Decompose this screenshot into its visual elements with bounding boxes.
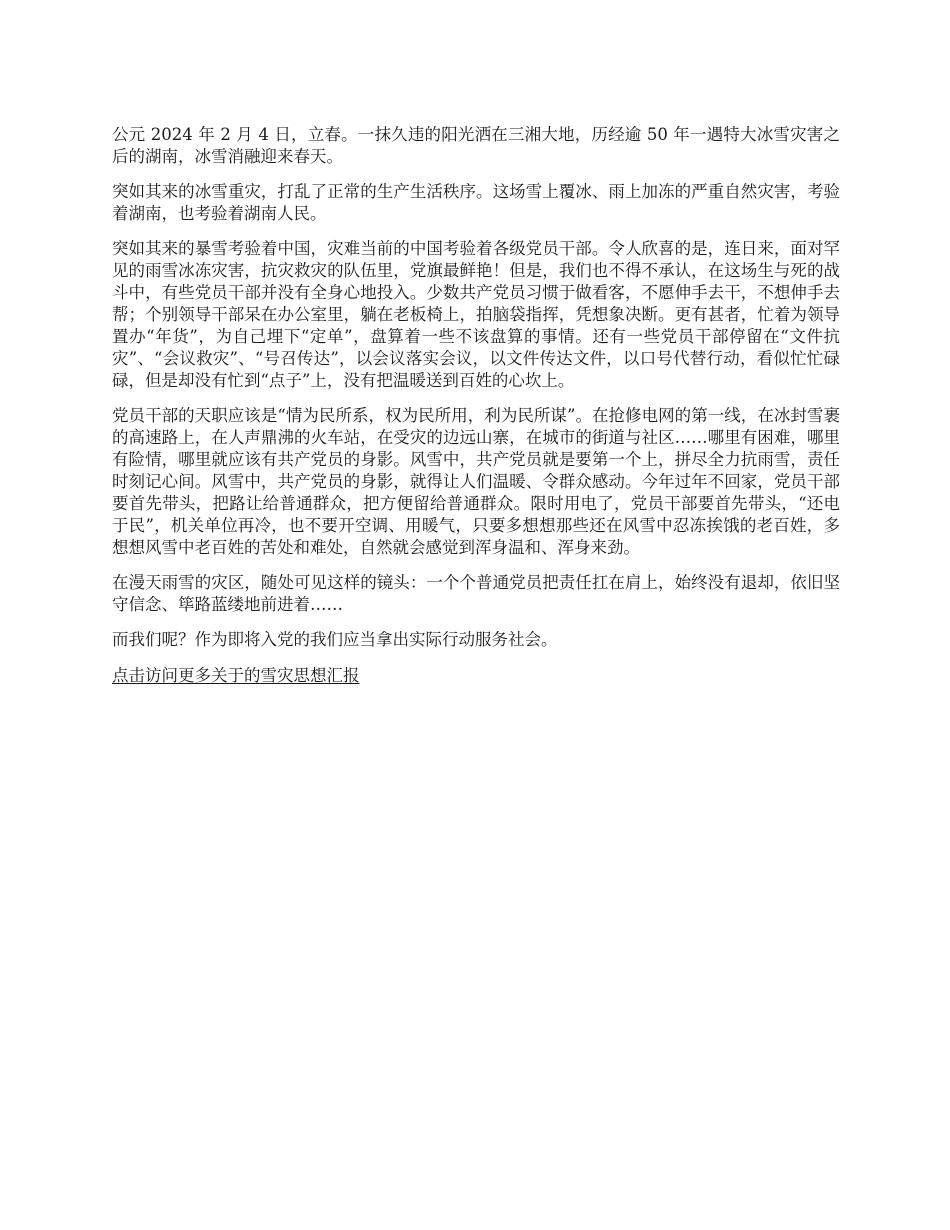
more-reports-link[interactable]: 点击访问更多关于的雪灾思想汇报 (112, 666, 360, 685)
paragraph-intro: 公元 2024 年 2 月 4 日，立春。一抹久违的阳光洒在三湘大地，历经逾 50 年一遇特大冰雪灾害之后的湖南，冰雪消融迎来春天。 (112, 125, 840, 166)
article-body (112, 124, 840, 687)
paragraph-scenes: 在漫天雨雪的灾区，随处可见这样的镜头：一个个普通党员把责任扛在肩上，始终没有退却，依旧坚守信念、筚路蓝缕地前进着…… (112, 573, 840, 614)
paragraph-disaster: 突如其来的冰雪重灾，打乱了正常的生产生活秩序。这场雪上覆冰、雨上加冻的严重自然灾害，考验着湖南，也考验着湖南人民。 (112, 182, 840, 223)
paragraph-test-of-cadres: 突如其来的暴雪考验着中国，灾难当前的中国考验着各级党员干部。令人欣喜的是，连日来，面对罕见的雨雪冰冻灾害，抗灾救灾的队伍里，党旗最鲜艳！但是，我们也不得不承认，在这场生与死的战斗中，有些党员干部并没有全身心地投入。少数共产党员习惯于做看客，不愿伸手去干，不想伸手去帮；个别领导干部呆在办公室里，躺在老板椅上，拍脑袋指挥，凭想象决断。更有甚者，忙着为领导置办“年货”，为自己埋下“定单”，盘算着一些不该盘算的事情。还有一些党员干部停留在“文件抗灾”、“会议救灾”、“号召传达”，以会议落实会议，以文件传达文件，以口号代替行动，看似忙忙碌碌，但是却没有忙到“点子”上，没有把温暖送到百姓的心坎上。 (112, 239, 840, 390)
paragraph-conclusion: 而我们呢？作为即将入党的我们应当拿出实际行动服务社会。 (112, 630, 558, 649)
paragraph-duty: 党员干部的天职应该是“情为民所系，权为民所用，利为民所谋”。在抢修电网的第一线，在冰封雪裹的高速路上，在人声鼎沸的火车站，在受灾的边远山寨，在城市的街道与社区……哪里有困难，哪里有险情，哪里就应该有共产党员的身影。风雪中，共产党员就是要第一个上，拼尽全力抗雨雪，责任时刻记心间。风雪中，共产党员的身影，就得让人们温暖、令群众感动。今年过年不回家，党员干部要首先带头，把路让给普通群众，把方便留给普通群众。限时用电了，党员干部要首先带头，“还电于民”，机关单位再冷，也不要开空调、用暖气，只要多想想那些还在风雪中忍冻挨饿的老百姓，多想想风雪中老百姓的苦处和难处，自然就会感觉到浑身温和、浑身来劲。 (112, 406, 840, 557)
